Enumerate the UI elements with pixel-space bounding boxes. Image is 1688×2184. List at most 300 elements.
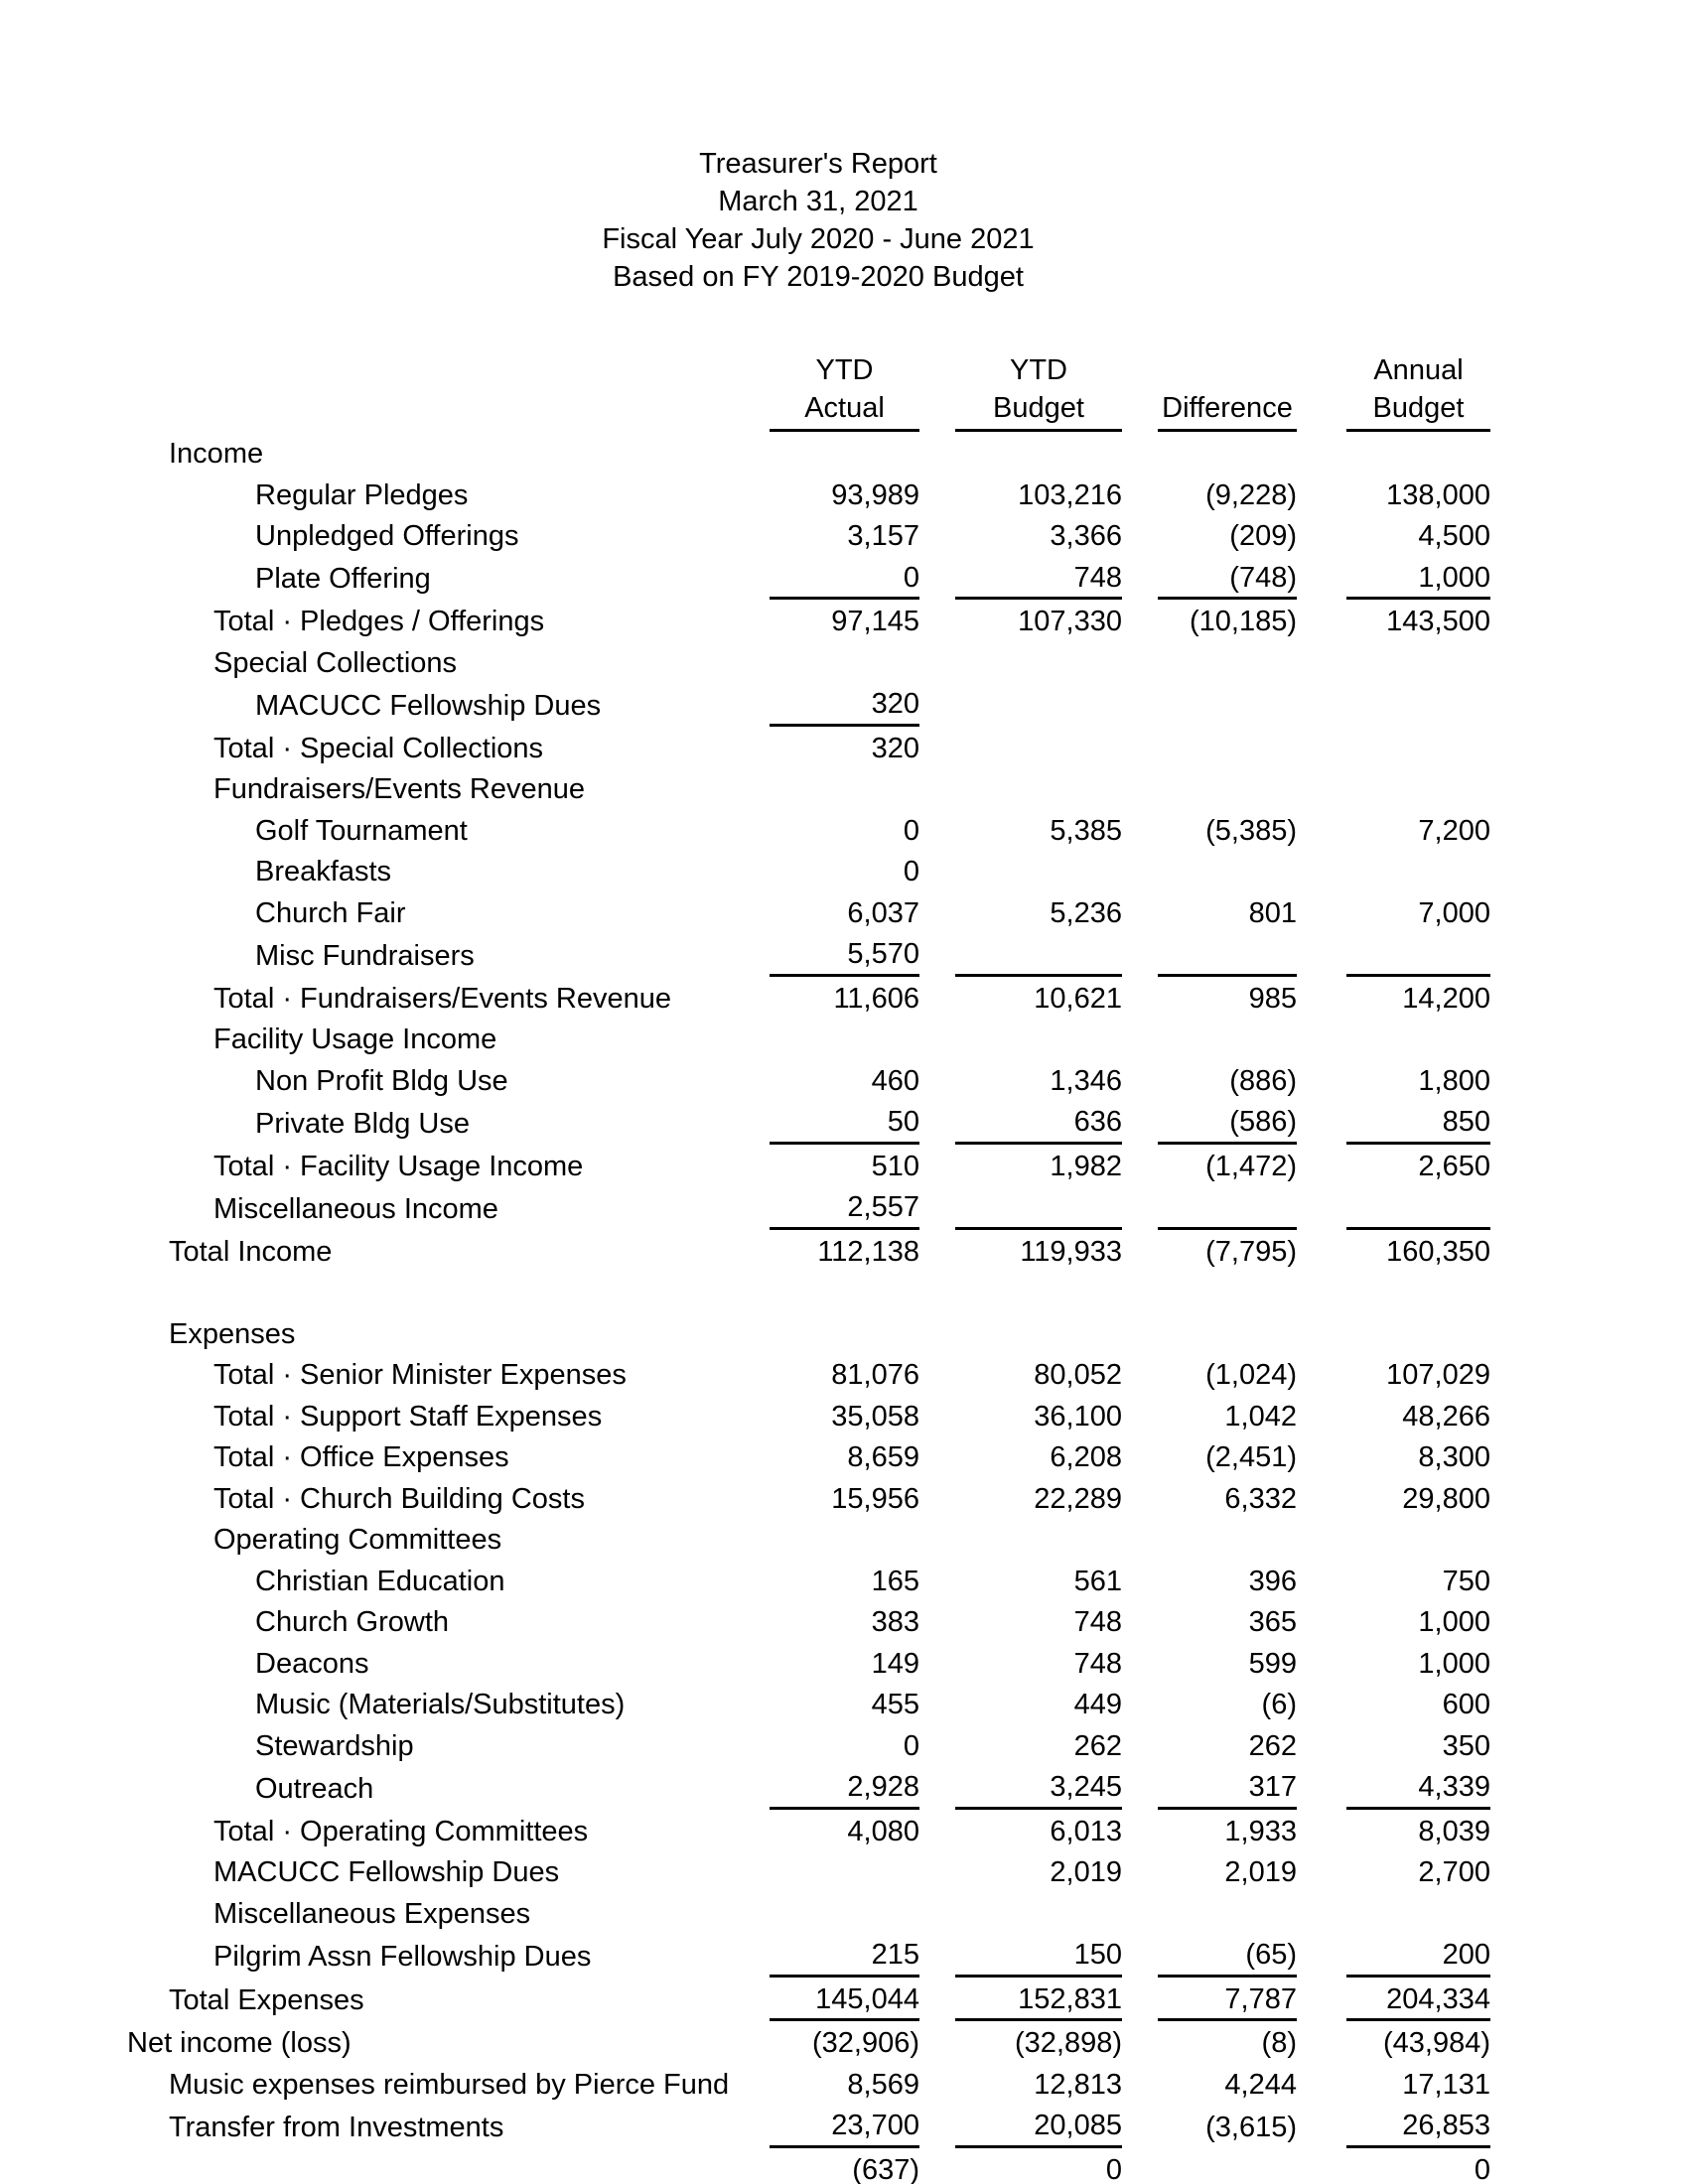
cell-annual-budget: 850 (1346, 1100, 1490, 1143)
cell-ytd-actual: 510 (871, 1150, 919, 1182)
row-label: Total Income (169, 1235, 333, 1268)
cell-ytd-actual: 8,569 (847, 2068, 919, 2101)
column-gap (919, 641, 955, 683)
cell-annual-budget (1346, 431, 1490, 474)
column-gap (1122, 474, 1158, 515)
cell-annual-budget: 14,200 (1402, 982, 1490, 1015)
cell-ytd-actual: 149 (871, 1647, 919, 1680)
column-gap (1122, 1185, 1158, 1228)
column-gap (1122, 1395, 1158, 1436)
column-gap (1297, 514, 1346, 556)
column-gap (919, 1683, 955, 1724)
column-gap (1122, 767, 1158, 809)
cell-ytd-budget: 6,013 (1050, 1815, 1122, 1847)
column-gap (1297, 1850, 1346, 1892)
row-label: Miscellaneous Expenses (213, 1897, 531, 1930)
column-gap (1297, 1600, 1346, 1642)
cell-ytd-actual (770, 1312, 919, 1354)
column-gap (1122, 1143, 1158, 1185)
cell-ytd-actual: 11,606 (833, 982, 919, 1015)
column-gap (1122, 1228, 1158, 1271)
table-row (121, 1808, 1490, 1850)
cell-ytd-actual (770, 1518, 919, 1560)
column-gap (1122, 1018, 1158, 1059)
cell-annual-budget: 200 (1346, 1933, 1490, 1976)
col-header-annual-budget-line2: Budget (1346, 391, 1490, 431)
table-row (121, 1933, 1490, 1976)
column-gap (1122, 1435, 1158, 1477)
cell-ytd-actual (770, 1271, 919, 1312)
table-row (121, 1143, 1490, 1185)
table-row (121, 1850, 1490, 1892)
cell-ytd-budget (955, 1518, 1122, 1560)
cell-ytd-budget: (32,898) (1014, 2027, 1122, 2060)
cell-difference: (8) (1261, 2027, 1297, 2060)
row-label: Non Profit Bldg Use (255, 1064, 508, 1097)
cell-annual-budget: 204,334 (1346, 1976, 1490, 2020)
cell-ytd-budget: 12,813 (1034, 2068, 1122, 2101)
column-gap (1297, 1683, 1346, 1724)
column-gap (1297, 641, 1346, 683)
column-gap (919, 891, 955, 933)
cell-difference (1158, 1018, 1297, 1059)
cell-ytd-actual (770, 1018, 919, 1059)
column-gap (1122, 556, 1158, 599)
cell-ytd-actual: 5,570 (770, 932, 919, 975)
column-gap (1122, 2063, 1158, 2105)
cell-annual-budget: 7,000 (1418, 896, 1490, 929)
column-gap (1297, 809, 1346, 851)
cell-difference: (7,795) (1205, 1235, 1297, 1268)
cell-annual-budget (1346, 1185, 1490, 1228)
header-row-top (121, 349, 1490, 391)
table-row (121, 1765, 1490, 1808)
cell-ytd-budget (955, 682, 1122, 725)
table-row (121, 599, 1490, 641)
cell-difference: 2,019 (1224, 1856, 1297, 1889)
cell-ytd-actual: 112,138 (817, 1235, 919, 1268)
cell-annual-budget: 750 (1442, 1565, 1490, 1597)
cell-annual-budget (1346, 682, 1490, 725)
cell-ytd-actual: 6,037 (847, 896, 919, 929)
cell-ytd-actual: 0 (770, 556, 919, 599)
row-label: Church Growth (255, 1606, 450, 1639)
table-row (121, 891, 1490, 933)
column-gap (1122, 349, 1158, 391)
cell-ytd-budget: 150 (955, 1933, 1122, 1976)
table-row (121, 2063, 1490, 2105)
cell-ytd-actual: (637) (770, 2146, 919, 2184)
table-row (121, 1642, 1490, 1684)
column-gap (919, 2020, 955, 2063)
column-gap (1297, 1353, 1346, 1395)
column-gap (1122, 431, 1158, 474)
column-gap (919, 850, 955, 891)
column-gap (1297, 1228, 1346, 1271)
col-header-difference-line2: Difference (1158, 391, 1297, 431)
cell-difference: (5,385) (1205, 814, 1297, 847)
column-gap (1122, 391, 1158, 431)
cell-ytd-budget: 748 (1073, 1647, 1122, 1680)
cell-ytd-actual: 2,928 (770, 1765, 919, 1808)
cell-difference (1158, 1518, 1297, 1560)
column-gap (919, 1724, 955, 1766)
table-body (121, 431, 1490, 2184)
column-gap (1122, 1850, 1158, 1892)
column-gap (919, 1933, 955, 1976)
table-row (121, 431, 1490, 474)
cell-ytd-budget: 10,621 (1034, 982, 1122, 1015)
column-gap (1122, 1765, 1158, 1808)
column-gap (919, 1892, 955, 1934)
cell-annual-budget: 4,500 (1418, 520, 1490, 553)
cell-difference: 365 (1248, 1606, 1297, 1639)
cell-ytd-actual: 320 (871, 732, 919, 764)
cell-ytd-budget: 636 (955, 1100, 1122, 1143)
table-row (121, 2146, 1490, 2184)
cell-difference: (586) (1158, 1100, 1297, 1143)
row-label: Christian Education (255, 1565, 505, 1597)
table-row (121, 2104, 1490, 2146)
cell-difference: (1,024) (1205, 1359, 1297, 1392)
cell-ytd-actual: 165 (871, 1565, 919, 1597)
column-gap (919, 1765, 955, 1808)
column-gap (1297, 1059, 1346, 1101)
cell-ytd-budget: 3,245 (955, 1765, 1122, 1808)
cell-annual-budget (1346, 850, 1490, 891)
table-row (121, 1271, 1490, 1312)
cell-difference (1158, 2146, 1297, 2184)
table-row (121, 2020, 1490, 2063)
row-label: Income (169, 438, 264, 471)
table-row (121, 767, 1490, 809)
column-gap (1122, 1808, 1158, 1850)
cell-ytd-budget: 6,208 (1050, 1441, 1122, 1474)
cell-ytd-budget: 748 (955, 556, 1122, 599)
cell-ytd-budget (955, 1312, 1122, 1354)
row-label: Private Bldg Use (255, 1107, 470, 1140)
column-gap (1122, 1933, 1158, 1976)
cell-difference (1158, 641, 1297, 683)
table-row (121, 1518, 1490, 1560)
cell-annual-budget: 160,350 (1386, 1235, 1490, 1268)
table-row (121, 1228, 1490, 1271)
cell-ytd-budget: 152,831 (955, 1976, 1122, 2020)
column-gap (919, 767, 955, 809)
row-label: Unpledged Offerings (255, 520, 519, 553)
row-label: Special Collections (213, 646, 458, 679)
row-label: Music (Materials/Substitutes) (255, 1689, 626, 1721)
cell-ytd-budget: 22,289 (1034, 1482, 1122, 1515)
column-gap (919, 2104, 955, 2146)
cell-difference (1158, 725, 1297, 767)
cell-difference (1158, 1185, 1297, 1228)
report-budget-basis: Based on FY 2019-2020 Budget (613, 261, 1024, 293)
cell-ytd-budget (955, 725, 1122, 767)
cell-difference (1158, 850, 1297, 891)
column-gap (1122, 599, 1158, 641)
cell-ytd-budget: 103,216 (1018, 478, 1122, 511)
row-label: Miscellaneous Income (213, 1192, 498, 1225)
cell-annual-budget: 138,000 (1386, 478, 1490, 511)
column-gap (919, 1185, 955, 1228)
cell-annual-budget: 7,200 (1418, 814, 1490, 847)
column-gap (1122, 1271, 1158, 1312)
column-gap (1122, 1100, 1158, 1143)
cell-annual-budget: 0 (1346, 2146, 1490, 2184)
cell-difference: (6) (1261, 1689, 1297, 1721)
column-gap (1122, 1059, 1158, 1101)
table-row (121, 1312, 1490, 1354)
cell-annual-budget (1346, 932, 1490, 975)
cell-annual-budget: 1,800 (1418, 1064, 1490, 1097)
column-gap (1122, 641, 1158, 683)
column-gap (1297, 1892, 1346, 1934)
column-gap (919, 2063, 955, 2105)
table-row (121, 725, 1490, 767)
cell-annual-budget: 8,300 (1418, 1441, 1490, 1474)
cell-ytd-budget: 5,385 (1050, 814, 1122, 847)
table-row (121, 809, 1490, 851)
cell-difference: 1,042 (1224, 1400, 1297, 1433)
table-row (121, 682, 1490, 725)
row-label: Total · Operating Committees (213, 1815, 589, 1847)
column-gap (1122, 975, 1158, 1018)
cell-ytd-budget: 20,085 (955, 2104, 1122, 2146)
column-gap (1122, 1892, 1158, 1934)
column-gap (919, 349, 955, 391)
cell-annual-budget: 8,039 (1418, 1815, 1490, 1847)
table-row (121, 1100, 1490, 1143)
report-date: March 31, 2021 (718, 186, 918, 217)
cell-difference: (65) (1158, 1933, 1297, 1976)
cell-annual-budget: 107,029 (1386, 1359, 1490, 1392)
column-gap (1122, 2146, 1158, 2184)
column-gap (1297, 1435, 1346, 1477)
column-gap (1297, 767, 1346, 809)
table-row (121, 1018, 1490, 1059)
row-label: Total · Office Expenses (213, 1441, 509, 1474)
cell-difference: 1,933 (1224, 1815, 1297, 1847)
column-gap (1122, 1353, 1158, 1395)
report-header (0, 145, 1636, 296)
column-gap (919, 1059, 955, 1101)
cell-ytd-budget: 119,933 (1020, 1235, 1122, 1268)
cell-ytd-actual: 145,044 (770, 1976, 919, 2020)
table-row (121, 1892, 1490, 1934)
cell-difference (1158, 1892, 1297, 1934)
column-gap (919, 809, 955, 851)
column-gap (1297, 2146, 1346, 2184)
cell-difference: 396 (1248, 1565, 1297, 1597)
column-gap (919, 682, 955, 725)
cell-annual-budget: 29,800 (1402, 1482, 1490, 1515)
cell-annual-budget (1346, 1518, 1490, 1560)
column-gap (1297, 1018, 1346, 1059)
column-gap (919, 2146, 955, 2184)
table-row (121, 850, 1490, 891)
column-gap (1297, 391, 1346, 431)
cell-difference (1158, 682, 1297, 725)
column-gap (919, 1560, 955, 1601)
row-label: Total · Pledges / Offerings (213, 606, 545, 638)
column-gap (1297, 1185, 1346, 1228)
cell-ytd-budget: 262 (1073, 1729, 1122, 1762)
column-gap (1122, 1724, 1158, 1766)
cell-ytd-actual (770, 767, 919, 809)
column-gap (919, 975, 955, 1018)
cell-ytd-actual: 3,157 (847, 520, 919, 553)
column-gap (919, 391, 955, 431)
cell-difference: (10,185) (1189, 606, 1297, 638)
column-gap (1297, 556, 1346, 599)
cell-annual-budget: 143,500 (1386, 606, 1490, 638)
row-label: Total Expenses (169, 1984, 364, 2017)
cell-ytd-actual: 383 (871, 1606, 919, 1639)
row-label: Deacons (255, 1647, 369, 1680)
row-label: MACUCC Fellowship Dues (255, 689, 602, 722)
row-label: Golf Tournament (255, 814, 468, 847)
cell-ytd-actual: 15,956 (831, 1482, 919, 1515)
cell-difference: 599 (1248, 1647, 1297, 1680)
column-gap (1297, 474, 1346, 515)
row-label: Transfer from Investments (169, 2111, 504, 2143)
cell-annual-budget (1346, 1271, 1490, 1312)
column-gap (1297, 975, 1346, 1018)
column-gap (1122, 1560, 1158, 1601)
cell-annual-budget: 2,700 (1418, 1856, 1490, 1889)
column-gap (919, 1477, 955, 1519)
row-label: Misc Fundraisers (255, 939, 475, 972)
cell-difference (1158, 932, 1297, 975)
cell-ytd-actual: 35,058 (831, 1400, 919, 1433)
cell-ytd-budget: 107,330 (1018, 606, 1122, 638)
cell-difference: (3,615) (1205, 2111, 1297, 2143)
column-gap (1122, 891, 1158, 933)
column-gap (1297, 682, 1346, 725)
cell-difference: (886) (1229, 1064, 1297, 1097)
column-gap (1297, 1395, 1346, 1436)
table-row (121, 1976, 1490, 2020)
column-gap (919, 1808, 955, 1850)
row-label (121, 1271, 770, 1312)
cell-ytd-budget (955, 932, 1122, 975)
row-label: Outreach (255, 1772, 374, 1805)
col-header-difference-line1 (1158, 349, 1297, 391)
column-gap (1297, 1765, 1346, 1808)
row-label: Regular Pledges (255, 478, 469, 511)
cell-ytd-actual: 4,080 (847, 1815, 919, 1847)
cell-ytd-actual: 0 (903, 1729, 919, 1762)
column-gap (1297, 1143, 1346, 1185)
column-gap (1122, 1976, 1158, 2020)
table-row (121, 975, 1490, 1018)
cell-ytd-actual: (32,906) (811, 2027, 919, 2060)
cell-ytd-budget: 449 (1073, 1689, 1122, 1721)
column-gap (1122, 514, 1158, 556)
cell-ytd-budget: 1,346 (1050, 1064, 1122, 1097)
column-gap (919, 1228, 955, 1271)
cell-ytd-budget (955, 1892, 1122, 1934)
cell-difference (1158, 1271, 1297, 1312)
column-gap (919, 932, 955, 975)
cell-difference: (2,451) (1205, 1441, 1297, 1474)
table-row (121, 1353, 1490, 1395)
column-gap (919, 1435, 955, 1477)
column-gap (1297, 1642, 1346, 1684)
row-label: MACUCC Fellowship Dues (213, 1856, 560, 1889)
row-label (121, 2146, 770, 2184)
table-row (121, 1395, 1490, 1436)
row-label: Breakfasts (255, 856, 391, 888)
column-gap (1297, 1271, 1346, 1312)
cell-ytd-budget (955, 850, 1122, 891)
column-gap (919, 1976, 955, 2020)
column-gap (1297, 1477, 1346, 1519)
row-label: Expenses (169, 1317, 296, 1350)
table-row (121, 932, 1490, 975)
cell-difference: 6,332 (1224, 1482, 1297, 1515)
column-gap (1122, 932, 1158, 975)
cell-ytd-budget: 1,982 (1050, 1150, 1122, 1182)
cell-ytd-budget: 0 (955, 2146, 1122, 2184)
column-gap (1297, 1724, 1346, 1766)
cell-ytd-budget: 2,019 (1050, 1856, 1122, 1889)
column-gap (1122, 809, 1158, 851)
column-gap (919, 431, 955, 474)
cell-ytd-actual: 23,700 (770, 2104, 919, 2146)
cell-ytd-budget (955, 641, 1122, 683)
column-gap (919, 725, 955, 767)
cell-annual-budget: 26,853 (1346, 2104, 1490, 2146)
cell-ytd-actual: 320 (770, 682, 919, 725)
cell-difference (1158, 767, 1297, 809)
cell-annual-budget: 1,000 (1418, 1606, 1490, 1639)
cell-annual-budget (1346, 725, 1490, 767)
column-gap (1297, 1560, 1346, 1601)
cell-annual-budget: (43,984) (1382, 2027, 1490, 2060)
column-gap (1122, 1518, 1158, 1560)
row-label: Pilgrim Assn Fellowship Dues (213, 1940, 592, 1973)
cell-annual-budget (1346, 1312, 1490, 1354)
cell-ytd-budget (955, 767, 1122, 809)
cell-annual-budget: 600 (1442, 1689, 1490, 1721)
row-label: Plate Offering (255, 563, 431, 596)
column-gap (919, 1850, 955, 1892)
cell-ytd-budget: 748 (1073, 1606, 1122, 1639)
cell-ytd-actual: 0 (903, 856, 919, 888)
cell-ytd-actual: 93,989 (831, 478, 919, 511)
cell-ytd-budget: 5,236 (1050, 896, 1122, 929)
table-row (121, 1724, 1490, 1766)
cell-ytd-budget (955, 1018, 1122, 1059)
cell-ytd-actual: 215 (770, 1933, 919, 1976)
column-gap (1297, 2104, 1346, 2146)
column-gap (1297, 599, 1346, 641)
row-label: Stewardship (255, 1729, 414, 1762)
cell-annual-budget: 4,339 (1346, 1765, 1490, 1808)
cell-annual-budget: 1,000 (1418, 1647, 1490, 1680)
column-gap (919, 1271, 955, 1312)
table-row (121, 1059, 1490, 1101)
cell-ytd-actual (770, 641, 919, 683)
cell-ytd-actual: 97,145 (831, 606, 919, 638)
cell-annual-budget (1346, 1018, 1490, 1059)
table-row (121, 514, 1490, 556)
col-header-ytd-budget-line2: Budget (955, 391, 1122, 431)
cell-ytd-budget (955, 1271, 1122, 1312)
column-gap (1122, 1642, 1158, 1684)
